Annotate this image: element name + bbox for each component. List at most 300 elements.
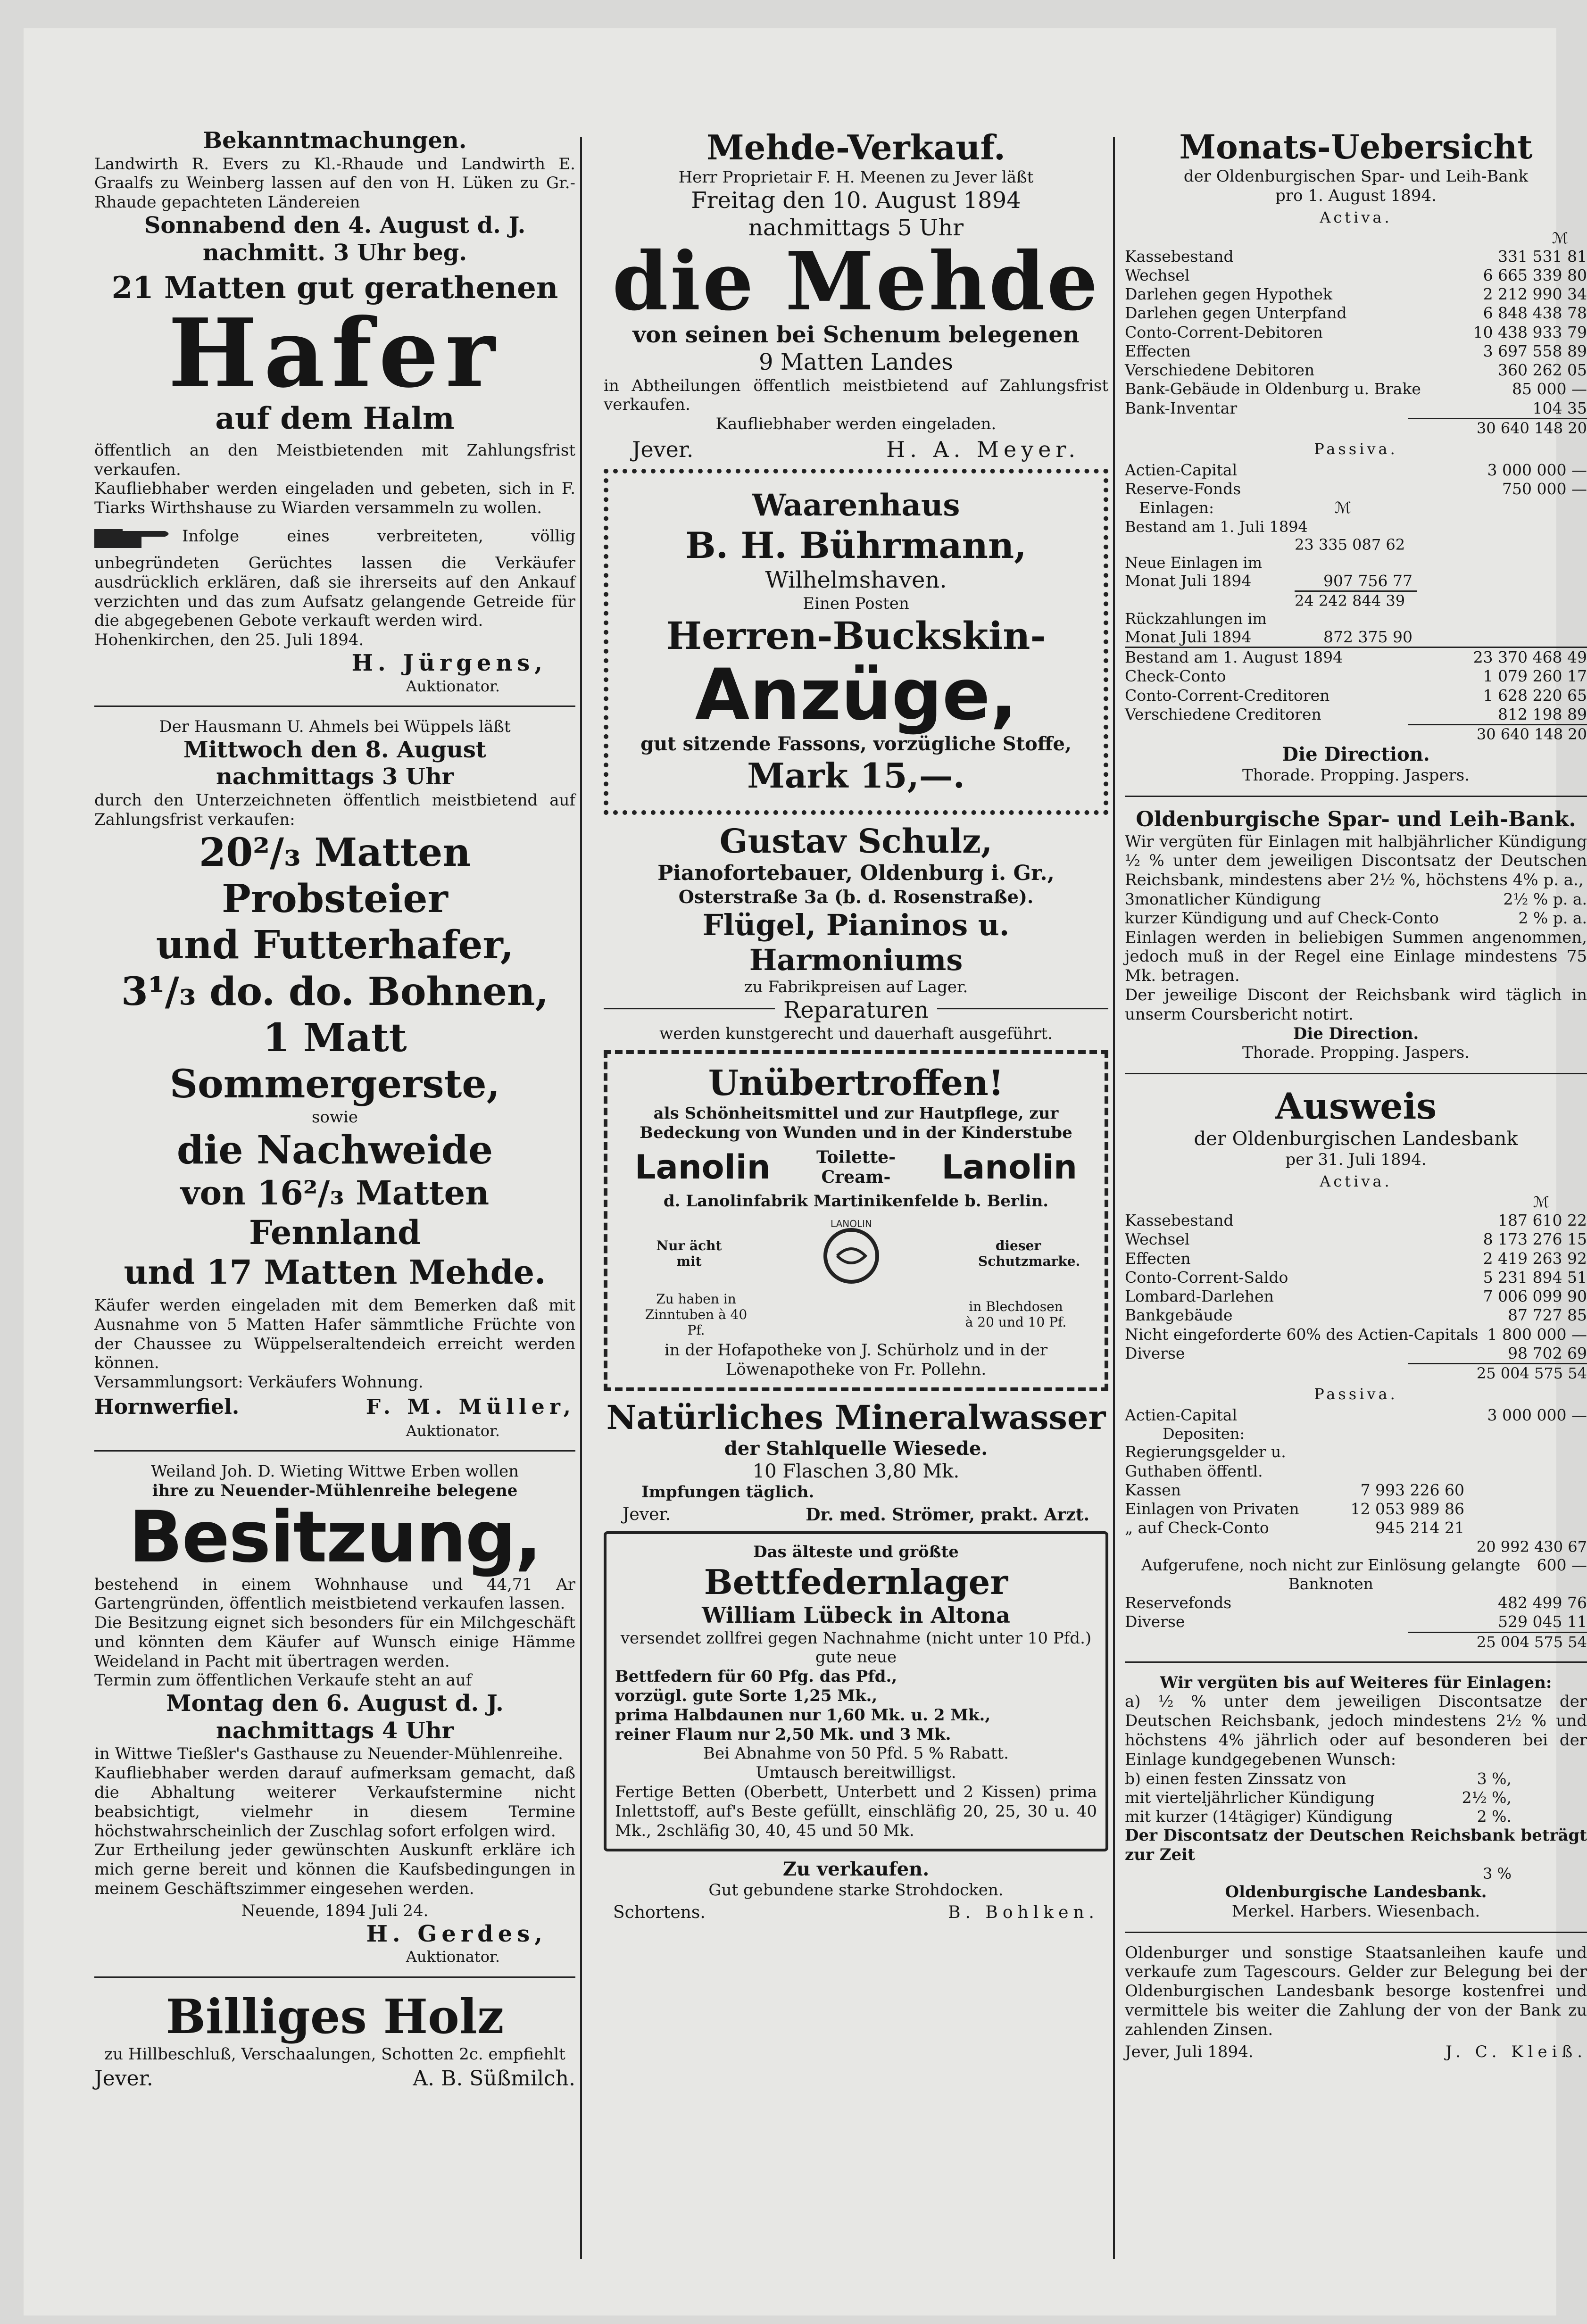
ad-heading: Zu verkaufen.: [782, 1858, 930, 1881]
row-value: 1 800 000 —: [1487, 1325, 1587, 1344]
ad-heading: Gustav Schulz,: [719, 822, 993, 861]
ad-intro: Der Hausmann U. Ahmels bei Wüppels läßt: [159, 717, 511, 736]
ad-line: und 17 Matten Mehde.: [124, 1253, 546, 1292]
row-label: Check-Conto: [1125, 667, 1226, 686]
activa-total: 30 640 148 20: [1408, 418, 1587, 437]
row-value: 7 006 099 90: [1483, 1287, 1587, 1306]
row-value: 98 702 69: [1508, 1344, 1587, 1362]
ornament-rule: [937, 1008, 1108, 1013]
newspaper-page: [24, 28, 1587, 2316]
direction-names: Thorade. Propping. Jaspers.: [1242, 766, 1470, 785]
table-row: [1125, 285, 1587, 304]
ad-signer: F. M. Müller,: [366, 1395, 575, 1419]
activa-label: Activa.: [1320, 1172, 1392, 1191]
bestand-label: Bestand am 1. Juli 1894: [1125, 517, 1308, 536]
ad-line: prima Halbdaunen nur 1,60 Mk. u. 2 Mk.,: [615, 1705, 991, 1725]
row-value: 2 419 263 92: [1483, 1249, 1587, 1268]
ad-line: gut sitzende Fassons, vorzügliche Stoffe,: [640, 732, 1072, 755]
ad-signature: [604, 1505, 1108, 1525]
ad-body: a) ½ % unter dem jeweiligen Discontsatze der Deutschen Reichsbank, jedoch mindestens 2½ % und höchstens 4% jährlich oder auf besonderen bei der Einlage kundgegebenen Wunsch:: [1125, 1692, 1587, 1769]
ad-waarenhaus: [604, 469, 1108, 815]
ad-body: Kaufliebhaber werden eingeladen und gebeten, sich in F. Tiarks Wirthshause zu Wiarden versammeln zu wollen.: [94, 479, 575, 518]
ad-place: Hornwerfiel.: [94, 1395, 240, 1419]
row-value: 6 665 339 80: [1483, 266, 1587, 284]
ad-line: 9 Matten Landes: [759, 349, 953, 375]
mark-label: dieser Schutzmarke.: [978, 1237, 1080, 1269]
ad-line: Pianofortebauer, Oldenburg i. Gr.,: [657, 861, 1055, 886]
ad-line: Fertige Betten (Oberbett, Unterbett und 2 Kissen) prima Inlettstoff, auf's Beste gefüllt, einschläfig 20, 25, 30 u. 40 Mk., 2schläfig 30, 40, 45 und 50 Mk.: [615, 1782, 1097, 1840]
passiva-table: [1125, 1556, 1587, 1632]
direction-names: Thorade. Propping. Jaspers.: [1242, 1043, 1470, 1062]
table-row: [1125, 1594, 1587, 1612]
row-label: Conto-Corrent-Creditoren: [1125, 686, 1330, 705]
row-label: Bank-Gebäude in Oldenburg u. Brake: [1125, 380, 1421, 398]
ad-heading: Bekanntmachungen.: [203, 127, 467, 154]
activa-label: Activa.: [1320, 208, 1392, 226]
rueck-label2: Monat Juli 1894: [1125, 627, 1252, 646]
column-rule-left: [580, 137, 582, 2259]
ad-intro: Landwirth R. Evers zu Kl.-Rhaude und Landwirth E. Graalfs zu Weinberg lassen auf den von H. Lüken zu Gr.-Rhaude gepachteten Ländereien: [94, 154, 575, 212]
ad-line: Waarenhaus: [752, 487, 960, 523]
table-row: [1125, 1230, 1587, 1249]
ad-signer: Dr. med. Strömer, prakt. Arzt.: [806, 1505, 1089, 1525]
ad-item-title: die Mehde: [612, 234, 1100, 329]
lanolin-trademark-icon: [814, 1216, 889, 1291]
row-label: Conto-Corrent-Saldo: [1125, 1268, 1288, 1286]
row-label: Bestand am 1. August 1894: [1125, 648, 1343, 667]
depositen-label: Depositen:: [1163, 1425, 1245, 1443]
deposit-row: [1125, 1500, 1587, 1519]
ad-signature: [94, 1395, 575, 1419]
table-row: [1125, 1249, 1587, 1268]
ad-line: Osterstraße 3a (b. d. Rosenstraße).: [678, 886, 1034, 908]
ad-heading: Oldenburgische Spar- und Leih-Bank.: [1136, 807, 1576, 831]
row-value: 331 531 81: [1498, 247, 1587, 266]
actien-row: [1125, 1406, 1587, 1425]
rate-label: mit kurzer (14tägiger) Kündigung: [1125, 1807, 1393, 1826]
ad-landesbank-rates: [1125, 1673, 1587, 1921]
ad-body: zu Hillbeschluß, Verschaalungen, Schotten 2c. empfiehlt: [104, 2044, 565, 2064]
row-label: Verschiedene Creditoren: [1125, 705, 1321, 723]
row-label: Reserve-Fonds: [1125, 480, 1241, 498]
table-row: [1125, 686, 1587, 705]
table-row: [1125, 361, 1587, 380]
tube-price: Zu haben in Zinntuben à 40 Pf.: [645, 1291, 748, 1338]
ad-ausweis: [1125, 1085, 1587, 1651]
ad-place-date: Hohenkirchen, den 25. Juli 1894.: [94, 631, 364, 650]
ad-line: Bei Abnahme von 50 Pfd. 5 % Rabatt.: [703, 1744, 1009, 1763]
table-row: [1125, 1344, 1587, 1363]
ad-line: Reparaturen: [783, 997, 929, 1024]
ad-price: Mark 15,—.: [747, 755, 965, 796]
column-2: [604, 127, 1108, 1925]
ad-line: versendet zollfrei gegen Nachnahme (nicht unter 10 Pfd.) gute neue: [620, 1628, 1092, 1667]
rate-label: 3monatlicher Kündigung: [1125, 890, 1321, 909]
table-row: [1125, 247, 1587, 266]
divider: [1125, 1661, 1587, 1663]
deposit-row: [1125, 1443, 1587, 1500]
table-row: [1125, 648, 1587, 667]
rueck-label: Rückzahlungen im: [1125, 609, 1267, 628]
lanolin-brand-row: [635, 1147, 1077, 1187]
ad-line: von seinen bei Schenum belegenen: [632, 322, 1080, 349]
row-value: 360 262 05: [1498, 361, 1587, 380]
ad-besitzung: [94, 1462, 575, 1966]
ad-body: öffentlich an den Meistbietenden mit Zahlungsfrist verkaufen.: [94, 440, 575, 479]
ad-line: d. Lanolinfabrik Martinikenfelde b. Berlin.: [663, 1191, 1049, 1211]
row-value: 945 214 21: [1375, 1519, 1464, 1537]
ad-line: Wilhelmshaven.: [765, 566, 947, 593]
ad-signature: [94, 2067, 575, 2091]
ad-line: Herren-Buckskin-: [666, 614, 1046, 658]
ad-signer: J. C. Kleiß.: [1446, 2042, 1587, 2061]
ad-heading: Bettfedernlager: [704, 1561, 1008, 1602]
ad-line: Umtausch bereitwilligst.: [756, 1763, 956, 1783]
ad-time: nachmitt. 3 Uhr beg.: [202, 239, 467, 266]
ad-signer: A. B. Süßmilch.: [413, 2067, 575, 2091]
einlagen-header: [1125, 498, 1587, 517]
bank-name: Oldenburgische Landesbank.: [1225, 1882, 1487, 1901]
rueck-value: 872 375 90: [1323, 627, 1413, 646]
ad-line: reiner Flaum nur 2,50 Mk. und 3 Mk.: [615, 1725, 951, 1744]
deposit-total: 20 992 430 67: [1476, 1537, 1587, 1556]
row-label: Kassebestand: [1125, 247, 1234, 266]
ad-body: durch den Unterzeichneten öffentlich meistbietend auf Zahlungsfrist verkaufen:: [94, 790, 575, 829]
table-row: [1125, 342, 1587, 361]
ad-body: Zur Ertheilung jeder gewünschten Auskunft erkläre ich mich gerne bereit und können die Kaufsbedingungen in meinem Geschäftszimmer eingesehen werden.: [94, 1841, 575, 1899]
ad-line: vorzügl. gute Sorte 1,25 Mk.,: [615, 1686, 878, 1705]
table-row: [1125, 461, 1587, 480]
ad-place: Jever.: [94, 2067, 153, 2091]
ad-body: in Abtheilungen öffentlich meistbietend auf Zahlungsfrist verkaufen.: [604, 376, 1108, 415]
ad-line: die Nachweide: [176, 1127, 493, 1173]
passiva-total: 30 640 148 20: [1408, 724, 1587, 743]
neue-label2: Monat Juli 1894: [1125, 571, 1252, 590]
ad-line: der Stahlquelle Wiesede.: [724, 1437, 988, 1460]
row-label: Effecten: [1125, 1249, 1191, 1268]
ad-line: und Futterhafer,: [156, 922, 514, 968]
ad-time: nachmittags 3 Uhr: [216, 764, 454, 790]
pointing-hand-icon: [94, 521, 174, 554]
unit-label: ℳ: [1552, 229, 1568, 247]
row-value: 482 499 76: [1498, 1594, 1587, 1612]
row-label: Wechsel: [1125, 1230, 1190, 1249]
divider: [94, 1976, 575, 1978]
ad-sowie: sowie: [311, 1107, 358, 1127]
ad-line: Das älteste und größte: [753, 1543, 959, 1562]
row-value: 1 628 220 65: [1483, 686, 1587, 705]
table-row: [1125, 266, 1587, 285]
row-value: 23 370 468 49: [1473, 648, 1587, 667]
table-row: [1125, 1556, 1587, 1594]
logo-text: LANOLIN: [831, 1218, 872, 1229]
ad-quantity: 21 Matten gut gerathenen: [111, 270, 558, 306]
einlagen-label: Einlagen:: [1139, 498, 1214, 517]
ad-date: Montag den 6. August d. J.: [166, 1690, 504, 1717]
ad-lanolin: [604, 1050, 1108, 1392]
row-value: 85 000 —: [1512, 380, 1587, 398]
ad-line: werden kunstgerecht und dauerhaft ausgeführt.: [659, 1024, 1053, 1043]
row-value: 104 35: [1532, 398, 1587, 417]
ad-line: in der Hofapotheke von J. Schürholz und in der Löwenapotheke von Fr. Pollehn.: [664, 1340, 1048, 1379]
activa-table: [1125, 1211, 1587, 1363]
row-value: 3 000 000 —: [1487, 460, 1587, 479]
ad-place: Schortens.: [613, 1903, 706, 1923]
neue-label: Neue Einlagen im: [1125, 553, 1262, 572]
column-1: [94, 127, 575, 2093]
ad-time: nachmittags 4 Uhr: [216, 1717, 454, 1744]
row-label: Diverse: [1125, 1612, 1185, 1631]
ad-line: Einen Posten: [803, 594, 909, 613]
divider: [1125, 1073, 1587, 1074]
unit-label: ℳ: [1533, 1193, 1549, 1212]
activa-total: 25 004 575 54: [1408, 1363, 1587, 1382]
row-value: 1 079 260 17: [1483, 667, 1587, 686]
row-label: Darlehen gegen Unterpfand: [1125, 304, 1347, 323]
ad-role: Auktionator.: [406, 1948, 500, 1966]
ad-role: Auktionator.: [406, 1422, 500, 1440]
ad-body: Die Besitzung eignet sich besonders für ein Milchgeschäft und könnten dem Käufer auf Wunsch einige Hämme Weideland in Pacht mit übertragen werden.: [94, 1613, 575, 1671]
row-label: Actien-Capital: [1125, 1406, 1238, 1425]
ad-item-subtitle: auf dem Halm: [215, 400, 455, 436]
ad-invite: Kaufliebhaber werden eingeladen.: [715, 415, 997, 434]
row-label: Darlehen gegen Hypothek: [1125, 285, 1333, 304]
ad-intro: ihre zu Neuender-Mühlenreihe belegene: [152, 1481, 518, 1501]
ad-place-date: Neuende, 1894 Juli 24.: [241, 1901, 429, 1920]
row-value: 3 697 558 89: [1483, 341, 1587, 360]
subtotal-value: 24 242 844 39: [1295, 590, 1417, 610]
ad-place: Jever.: [632, 436, 694, 462]
passiva-table: [1125, 461, 1587, 499]
ad-hafer: [94, 127, 575, 695]
row-label: Nicht eingeforderte 60% des Actien-Capitals: [1125, 1325, 1479, 1344]
row-label: Aufgerufene, noch nicht zur Einlösung gelangte Banknoten: [1141, 1555, 1521, 1593]
direction: Die Direction.: [1282, 743, 1430, 766]
rate-value: 2 %.: [1477, 1807, 1512, 1826]
neue-value: 907 756 77: [1323, 571, 1413, 590]
rate-value: 2 % p. a.: [1518, 909, 1587, 928]
ad-body: Kaufliebhaber werden darauf aufmerksam gemacht, daß die Abhaltung weiterer Verkaufstermine nicht beabsichtigt, vielmehr in diesem Termine höchstwahrscheinlich der Zuschlag sofort erfolgen wird.: [94, 1764, 575, 1841]
ad-signer: H. Gerdes,: [366, 1920, 547, 1947]
ad-line: Impfungen täglich.: [641, 1483, 814, 1502]
echt-label: Nur ächt mit: [656, 1237, 722, 1269]
ad-kleiss: [1125, 1943, 1587, 2061]
ad-notice: [94, 521, 575, 631]
row-label: Lombard-Darlehen: [1125, 1287, 1274, 1306]
ad-line: 1 Matt Sommergerste,: [169, 1015, 500, 1107]
ad-sparbank: [1125, 807, 1587, 1062]
table-row: [1125, 1211, 1587, 1230]
brand-middle: Toilette-Cream-: [816, 1147, 896, 1187]
divider: [1125, 1932, 1587, 1933]
ad-role: Auktionator.: [406, 677, 500, 695]
neue-row: [1125, 572, 1587, 590]
passiva-label: Passiva.: [1314, 440, 1398, 458]
rate-label: mit vierteljährlicher Kündigung: [1125, 1788, 1375, 1807]
ad-signer: B. Bohlken.: [948, 1903, 1099, 1923]
row-value: 187 610 22: [1498, 1211, 1587, 1230]
ad-body: bestehend in einem Wohnhause und 44,71 Ar Gartengründen, öffentlich meistbietend verkaufen lassen.: [94, 1575, 575, 1613]
passiva-label: Passiva.: [1314, 1385, 1398, 1403]
row-value: 10 438 933 79: [1473, 323, 1587, 341]
table-row: [1125, 323, 1587, 342]
table-row: [1125, 1306, 1587, 1325]
ad-strohdocken: [604, 1858, 1108, 1922]
ad-signature: [604, 1903, 1108, 1922]
ad-body: Der Discontsatz der Deutschen Reichsbank beträgt zur Zeit: [1125, 1826, 1587, 1865]
ad-heading: Mehde-Verkauf.: [706, 127, 1005, 167]
row-label: Reservefonds: [1125, 1594, 1232, 1612]
row-label: Conto-Corrent-Debitoren: [1125, 323, 1323, 341]
deposit-row: [1125, 1519, 1587, 1537]
ad-venue: Versammlungsort: Verkäufers Wohnung.: [94, 1373, 424, 1392]
ad-schulz: [604, 822, 1108, 1043]
ad-sub: der Oldenburgischen Landesbank: [1194, 1128, 1518, 1150]
ornament-rule: [604, 1008, 775, 1013]
ad-date: Freitag den 10. August 1894: [691, 187, 1021, 214]
rate-label: kurzer Kündigung und auf Check-Conto: [1125, 909, 1439, 928]
row-value: 3 000 000 —: [1487, 1406, 1587, 1425]
ad-line: William Lübeck in Altona: [702, 1602, 1010, 1628]
row-label: Einlagen von Privaten: [1125, 1500, 1299, 1519]
ad-body: Der jeweilige Discont der Reichsbank wird täglich in unserm Coursbericht notirt.: [1125, 985, 1587, 1024]
row-value: 6 848 438 78: [1483, 304, 1587, 323]
ad-line: als Schönheitsmittel und zur Hautpflege, zur Bedeckung von Wunden und in der Kinderstube: [640, 1104, 1072, 1143]
ad-holz: [94, 1988, 575, 2091]
ad-line: Flügel, Pianinos u. Harmoniums: [702, 907, 1010, 977]
ad-heading: Monats-Uebersicht: [1179, 127, 1533, 166]
table-row: [1125, 705, 1587, 724]
passiva2-table: [1125, 647, 1587, 724]
rate-row: [1125, 1769, 1587, 1788]
table-row: [1125, 304, 1587, 323]
ad-heading: Ausweis: [1275, 1085, 1437, 1128]
einlagen-unit: ℳ: [1334, 498, 1351, 517]
ad-sub: pro 1. August 1894.: [1275, 186, 1437, 205]
ad-line: B. H. Bührmann,: [685, 524, 1027, 566]
rate-row: [1125, 1807, 1587, 1826]
ad-time: nachmittags 5 Uhr: [748, 214, 964, 241]
row-value: 7 993 226 60: [1360, 1480, 1464, 1499]
ad-line: Bettfedern für 60 Pfg. das Pfd.,: [615, 1667, 897, 1686]
notice-text: Infolge eines verbreiteten, völlig unbegründeten Gerüchtes lassen die Verkäufer ausdrücklich erklären, daß sie ihrerseits auf den Ankauf verzichten und das zum Aufsatz gelangende Getreide für die abgegebenen Gebote verkauft werden wird.: [94, 526, 575, 631]
activa-table: [1125, 247, 1587, 418]
bank-names: Merkel. Harbers. Wiesenbach.: [1231, 1901, 1480, 1921]
brand-left: Lanolin: [635, 1147, 771, 1187]
passiva-total: 25 004 575 54: [1408, 1632, 1587, 1651]
row-label: Effecten: [1125, 341, 1191, 360]
table-row: [1125, 1268, 1587, 1287]
rate-row: [1125, 890, 1587, 909]
row-label: Diverse: [1125, 1344, 1185, 1362]
tin-price: in Blechdosen à 20 und 10 Pf.: [965, 1299, 1067, 1330]
ad-line: Gut gebundene starke Strohdocken.: [708, 1881, 1004, 1900]
table-row: [1125, 380, 1587, 398]
ad-signature: [1125, 2042, 1587, 2061]
ad-sub: der Oldenburgischen Spar- und Leih-Bank: [1183, 167, 1529, 186]
ad-line: 20²/₃ Matten Probsteier: [199, 830, 471, 921]
row-value: 600 —: [1537, 1555, 1587, 1574]
row-value: 12 053 989 86: [1350, 1500, 1464, 1519]
ad-body: Oldenburger und sonstige Staatsanleihen kaufe und verkaufe zum Tagescours. Gelder zur Belegung bei der Oldenburgischen Landesbank besorge kostenfrei und vermittele bis weiter die Zahlung der von der Bank zu zahlenden Zinsen.: [1125, 1943, 1587, 2039]
rate-value: 2½ %,: [1462, 1788, 1512, 1807]
divider: [94, 706, 575, 707]
table-row: [1125, 1325, 1587, 1344]
row-value: 5 231 894 51: [1483, 1268, 1587, 1286]
rate-row: [1125, 1788, 1587, 1807]
ad-line: von 16²/₃ Matten Fennland: [180, 1173, 490, 1253]
ad-date: Mittwoch den 8. August: [183, 736, 487, 763]
table-row: [1125, 1287, 1587, 1306]
ad-line: 10 Flaschen 3,80 Mk.: [752, 1461, 960, 1483]
ad-item-title: Anzüge,: [695, 654, 1017, 737]
divider: [94, 1450, 575, 1452]
row-label: Kassebestand: [1125, 1211, 1234, 1230]
row-value: 750 000 —: [1502, 480, 1587, 498]
ad-line: zu Fabrikpreisen auf Lager.: [744, 978, 968, 997]
table-row: [1125, 399, 1587, 418]
row-label: Bankgebäude: [1125, 1306, 1233, 1325]
ad-bettfedern: [604, 1531, 1108, 1851]
rate-value: 3 %,: [1477, 1769, 1512, 1788]
rate-value: 2½ % p. a.: [1503, 890, 1587, 909]
ad-monats-uebersicht: [1125, 127, 1587, 785]
row-value: 8 173 276 15: [1483, 1230, 1587, 1249]
ad-heading: Natürliches Mineralwasser: [606, 1398, 1106, 1437]
ad-intro: Wir vergüten bis auf Weiteres für Einlagen:: [1160, 1673, 1552, 1692]
ad-heading: Billiges Holz: [166, 1988, 504, 2044]
rate-label: b) einen festen Zinssatz von: [1125, 1769, 1346, 1788]
row-label: Bank-Inventar: [1125, 398, 1238, 417]
ad-mehde: [604, 127, 1108, 462]
rueck-row: [1125, 628, 1587, 647]
row-label: Actien-Capital: [1125, 460, 1238, 479]
ad-place: Jever, Juli 1894.: [1125, 2042, 1254, 2061]
ad-item-title: Besitzung,: [129, 1496, 541, 1578]
column-3: [1125, 127, 1587, 2064]
brand-right: Lanolin: [941, 1147, 1077, 1187]
ad-signer: H. A. Meyer.: [886, 436, 1080, 462]
table-row: [1125, 667, 1587, 686]
ad-date: Sonnabend den 4. August d. J.: [144, 212, 526, 239]
ad-place: Jever.: [623, 1505, 671, 1525]
bestand-value: 23 335 087 62: [1295, 535, 1405, 554]
ad-item-title: Hafer: [168, 298, 502, 409]
ad-signature: [604, 437, 1108, 462]
ad-body: Termin zum öffentlichen Verkaufe steht an auf: [94, 1671, 472, 1690]
divider: [1125, 796, 1587, 797]
lanolin-price-row: [644, 1291, 1068, 1338]
ad-body: Einlagen werden in beliebigen Summen angenommen, jedoch muß in der Regel eine Einlage mindestens 75 Mk. betragen.: [1125, 928, 1587, 986]
row-value: 2 212 990 34: [1483, 285, 1587, 304]
ad-body: Käufer werden eingeladen mit dem Bemerken daß mit Ausnahme von 5 Matten Hafer sämmtliche Früchte von der Chaussee zu Wüppelseraltendeich erreicht werden können.: [94, 1296, 575, 1373]
direction: Die Direction.: [1293, 1024, 1419, 1043]
table-row: [1125, 480, 1587, 498]
lanolin-mark-row: [654, 1216, 1080, 1291]
row-label: Wechsel: [1125, 266, 1190, 284]
row-label: Regierungsgelder u. Guthaben öffentl. Kassen: [1125, 1443, 1286, 1499]
ad-sub: per 31. Juli 1894.: [1285, 1150, 1427, 1170]
row-label: Verschiedene Debitoren: [1125, 361, 1315, 380]
ad-body: in Wittwe Tießler's Gasthause zu Neuender-Mühlenreihe.: [94, 1744, 563, 1764]
rate-row: [1125, 909, 1587, 928]
row-value: 812 198 89: [1498, 705, 1587, 723]
row-label: „ auf Check-Conto: [1125, 1519, 1269, 1537]
ad-intro: Herr Proprietair F. H. Meenen zu Jever läßt: [678, 168, 1034, 187]
ad-heading: Unübertroffen!: [708, 1062, 1004, 1104]
ad-ahmels: [94, 717, 575, 1440]
ad-mineralwasser: [604, 1398, 1108, 1525]
